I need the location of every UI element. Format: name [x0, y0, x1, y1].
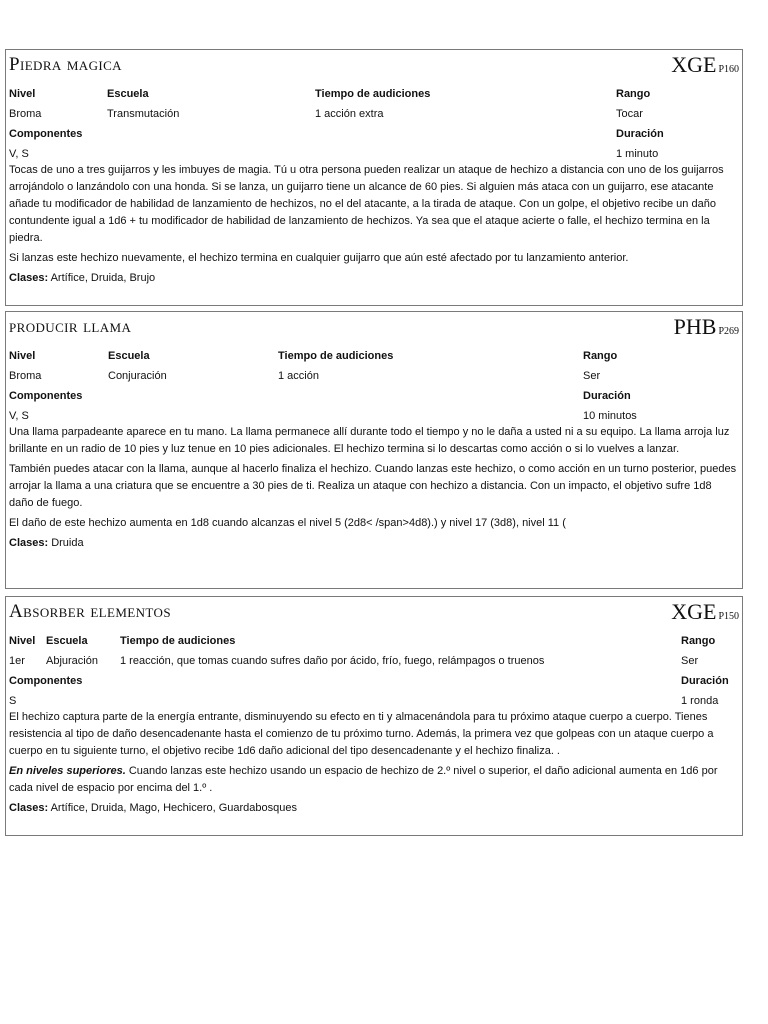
source-page: P150: [718, 611, 739, 622]
spell-stats: [6, 342, 742, 424]
components-value: V, S: [9, 410, 29, 422]
description-paragraph: El daño de este hechizo aumenta en 1d8 cuando alcanzas el nivel 5 (2d8< /span>4d8).) y nivel 17 (3d8), nivel 11 (: [9, 517, 566, 529]
source-book: PHB: [673, 314, 717, 339]
components-value: S: [9, 695, 17, 707]
casting-time-value: 1 reacción, que tomas cuando sufres daño por ácido, frío, fuego, relámpagos o truenos: [120, 655, 545, 667]
range-label: Rango: [583, 350, 618, 362]
spell-card-header: [6, 50, 742, 80]
components-value: V, S: [9, 148, 29, 160]
source-book: XGE: [671, 599, 717, 624]
source-page: P160: [718, 64, 739, 75]
classes-value: Artífice, Druida, Brujo: [50, 272, 156, 284]
spell-title: Piedra magica: [9, 54, 122, 75]
school-label: Escuela: [46, 635, 88, 647]
higher-levels-text: Cuando lanzas este hechizo usando un espacio de hechizo de 2.º nivel o superior, el daño adicional aumenta en 1d6 por cada nivel de espacio por encima del 1.º .: [9, 765, 718, 794]
spell-card-producir-llama: [5, 311, 743, 589]
spell-description: [6, 162, 742, 267]
level-value: Broma: [9, 370, 42, 382]
description-paragraph: También puedes atacar con la llama, aunque al hacerlo finaliza el hechizo. Cuando lanzas este hechizo, o como acción en un turno posterior, puedes arrojar la llama a una criatura que se encuentre a 30 pies de ti. Realiza un ataque con hechizo a distancia. Con un impacto, el objetivo sufre 1d8 daño de fuego.: [9, 463, 737, 509]
school-value: Abjuración: [46, 655, 98, 667]
range-value: Ser: [681, 655, 699, 667]
level-label: Nivel: [9, 350, 36, 362]
spell-description: [6, 424, 742, 532]
level-label: Nivel: [9, 635, 36, 647]
school-value: Conjuración: [108, 370, 167, 382]
higher-levels-label: En niveles superiores.: [9, 765, 126, 777]
range-label: Rango: [616, 88, 651, 100]
school-label: Escuela: [108, 350, 150, 362]
school-value: Transmutación: [107, 108, 180, 120]
source-page: P269: [718, 326, 739, 337]
level-value: 1er: [9, 655, 25, 667]
description-paragraph: Si lanzas este hechizo nuevamente, el hechizo termina en cualquier guijarro que aún esté afectado por tu lanzamiento anterior.: [9, 252, 629, 264]
spell-card-header: [6, 312, 742, 342]
classes-value: Artífice, Druida, Mago, Hechicero, Guardabosques: [50, 802, 297, 814]
spell-stats: [6, 80, 742, 162]
description-paragraph: El hechizo captura parte de la energía entrante, disminuyendo su efecto en ti y almacenándola para tu próximo ataque cuerpo a cuerpo. Tienes resistencia al tipo de daño desencadenante hasta el comienzo de tu próximo turno. Además, la primera vez que golpeas con un ataque cuerpo a cuerpo en tu siguiente turno, el objetivo recibe 1d6 daño adicional del tipo desencadenante y el hechizo finaliza. .: [9, 711, 714, 757]
duration-value: 1 ronda: [681, 695, 719, 707]
classes-label: Clases:: [9, 537, 49, 549]
spell-card-piedra-magica: [5, 49, 743, 306]
source-book: XGE: [671, 52, 717, 77]
school-label: Escuela: [107, 88, 149, 100]
level-label: Nivel: [9, 88, 36, 100]
casting-time-label: Tiempo de audiciones: [120, 635, 236, 647]
range-value: Tocar: [616, 108, 643, 120]
classes-value: Druida: [51, 537, 84, 549]
casting-time-value: 1 acción extra: [315, 108, 384, 120]
spell-source: [671, 52, 739, 78]
components-label: Componentes: [9, 128, 83, 140]
spell-card-absorber-elementos: [5, 596, 743, 836]
spell-source: [671, 599, 739, 625]
spell-classes: [6, 535, 742, 555]
range-value: Ser: [583, 370, 601, 382]
range-label: Rango: [681, 635, 716, 647]
classes-label: Clases:: [9, 272, 49, 284]
casting-time-value: 1 acción: [278, 370, 319, 382]
spell-card-header: [6, 597, 742, 627]
spell-source: [674, 314, 739, 340]
components-label: Componentes: [9, 390, 83, 402]
duration-label: Duración: [681, 675, 729, 687]
casting-time-label: Tiempo de audiciones: [315, 88, 431, 100]
level-value: Broma: [9, 108, 42, 120]
casting-time-label: Tiempo de audiciones: [278, 350, 394, 362]
spell-classes: [6, 270, 742, 290]
description-paragraph: Una llama parpadeante aparece en tu mano. La llama permanece allí durante todo el tiempo y no le daña a usted ni a su equipo. La llama arroja luz brillante en un radio de 10 pies y luz tenue en 10 pies adicionales. El hechizo termina si lo descartas como acción o si lo vuelves a lanzar.: [9, 426, 730, 455]
duration-label: Duración: [583, 390, 631, 402]
spell-classes: [6, 800, 742, 820]
duration-value: 10 minutos: [583, 410, 637, 422]
spell-description: [6, 709, 742, 797]
spell-title: producir llama: [9, 316, 132, 337]
spell-stats: [6, 627, 742, 709]
classes-label: Clases:: [9, 802, 49, 814]
duration-value: 1 minuto: [616, 148, 659, 160]
higher-levels-paragraph: [9, 763, 739, 797]
components-label: Componentes: [9, 675, 83, 687]
spell-title: Absorber elementos: [9, 601, 171, 622]
duration-label: Duración: [616, 128, 664, 140]
description-paragraph: Tocas de uno a tres guijarros y les imbuyes de magia. Tú u otra persona pueden realizar un ataque de hechizo a distancia con uno de los guijarros arrojándolo o lanzándolo con una honda. Si se lanza, un guijarro tiene un alcance de 60 pies. Si alguien más ataca con un guijarro, ese atacante añade tu modificador de habilidad de lanzamiento de hechizos, no el del atacante, a la tirada de ataque. Con un golpe, el objetivo recibe un daño contundente igual a 1d6 + tu modificador de habilidad de lanzamiento de hechizos. Ya sea que el ataque acierte o falle, el hechizo termina en la piedra.: [9, 164, 724, 244]
